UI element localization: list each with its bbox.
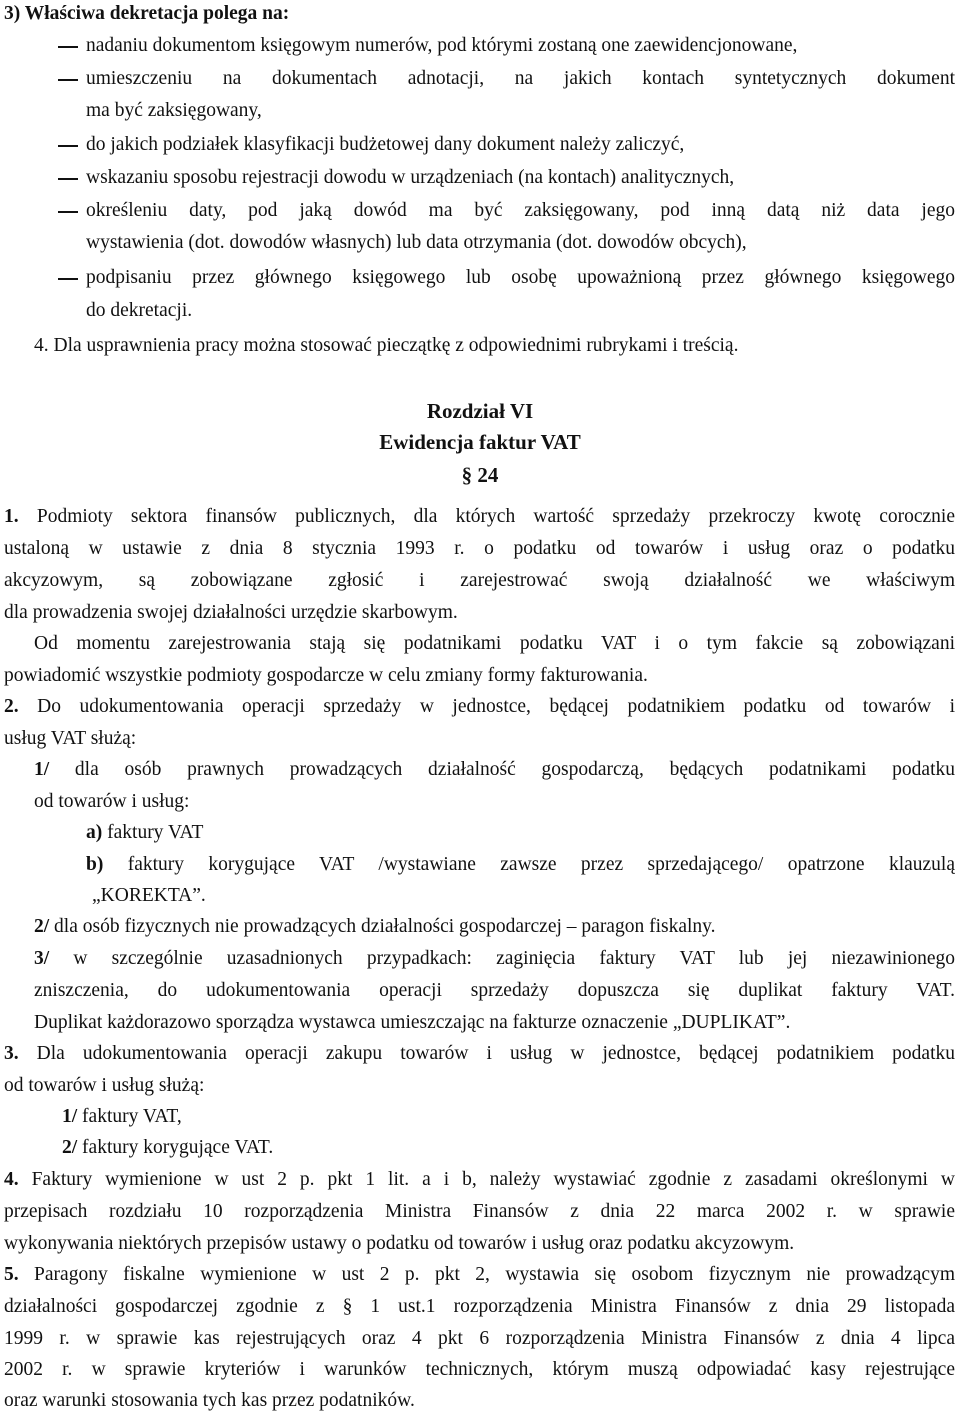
list-item: wskazaniu sposobu rejestracji dowodu w urządzeniach (na kontach) analitycznych,	[86, 167, 735, 188]
section-number: § 24	[461, 463, 499, 487]
paragraph-text: Podmioty sektora finansów publicznych, dla których wartość sprzedaży przekroczy kwotę corocznie	[18, 506, 955, 527]
paragraph-number: 4.	[4, 1169, 19, 1190]
subpoint-1	[62, 1104, 955, 1130]
paragraph-2-line: usług VAT służą:	[4, 728, 137, 749]
chapter-title: Rozdział VI	[426, 399, 534, 423]
subpoint-number: 2/	[62, 1137, 78, 1158]
subpoint-2	[34, 914, 955, 940]
list-item-continuation: ma być zaksięgowany,	[86, 100, 262, 121]
paragraph-text: Do udokumentowania operacji sprzedaży w jednostce, będącej podatnikiem podatku od towarów i	[18, 696, 955, 717]
paragraph-1-line: powiadomić wszystkie podmioty gospodarcze w celu zmiany formy fakturowania.	[4, 665, 648, 686]
subpoint-text: dla osób fizycznych nie prowadzących działalności gospodarczej – paragon fiskalny.	[49, 916, 716, 937]
list-item: do jakich podziałek klasyfikacji budżetowej dany dokument należy zaliczyć,	[86, 134, 685, 155]
subpoint-text: w szczególnie uzasadnionych przypadkach: zaginięcia faktury VAT lub jej niezawinionego	[49, 948, 955, 969]
paragraph-5-line: oraz warunki stosowania tych kas przez podatników.	[4, 1390, 415, 1411]
paragraph-1-line	[4, 504, 955, 530]
item-text: faktury korygujące VAT /wystawiane zawsze przez sprzedającego/ opatrzone klauzulą	[103, 854, 955, 875]
list-dash	[58, 79, 78, 81]
paragraph-1-line: akcyzowym, są zobowiązane zgłosić i zarejestrować swoją działalność we właściwym	[4, 570, 955, 591]
subpoint-number: 1/	[34, 759, 50, 780]
subpoint-number: 2/	[34, 916, 50, 937]
list-item: określeniu daty, pod jaką dowód ma być zaksięgowany, pod inną datą niż data jego	[86, 200, 955, 221]
point-text: Dla usprawnienia pracy można stosować pieczątkę z odpowiednimi rubrykami i treścią.	[48, 335, 739, 356]
subpoint-3-line: Duplikat każdorazowo sporządza wystawca umieszczając na fakturze oznaczenie „DUPLIKAT”.	[34, 1012, 791, 1033]
paragraph-1-line: Od momentu zarejestrowania stają się podatnikami podatku VAT i o tym fakcie są zobowiązani	[34, 633, 955, 654]
subpoint-number: 1/	[62, 1106, 78, 1127]
list-dash	[58, 278, 78, 280]
paragraph-number: 5.	[4, 1264, 19, 1285]
subpoint-text: faktury korygujące VAT.	[77, 1137, 274, 1158]
paragraph-5-line	[4, 1262, 955, 1288]
subpoint-3-line: zniszczenia, do udokumentowania operacji sprzedaży dopuszcza się duplikat faktury VAT.	[34, 980, 955, 1001]
paragraph-3-line	[4, 1041, 955, 1067]
subpoint-3	[34, 946, 955, 972]
paragraph-number: 2.	[4, 696, 19, 717]
paragraph-3-line: od towarów i usług służą:	[4, 1075, 205, 1096]
paragraph-number: 1.	[4, 506, 19, 527]
paragraph-5-line: 1999 r. w sprawie kas rejestrujących oraz 4 pkt 6 rozporządzenia Ministra Finansów z dnia 4 lipca	[4, 1328, 955, 1349]
point-number: 4.	[34, 335, 49, 356]
subpoint-1-line: od towarów i usług:	[34, 791, 190, 812]
item-b	[86, 852, 955, 878]
list-item-continuation: wystawienia (dot. dowodów własnych) lub data otrzymania (dot. dowodów obcych),	[86, 232, 747, 253]
item-letter: a)	[86, 822, 103, 843]
subpoint-text: dla osób prawnych prowadzących działalność gospodarczą, będących podatnikami podatku	[49, 759, 955, 780]
section-heading-text: 3) Właściwa dekretacja polega na:	[4, 3, 290, 24]
paragraph-2-line	[4, 694, 955, 720]
paragraph-text: Dla udokumentowania operacji zakupu towarów i usług w jednostce, będącej podatnikiem podatku	[18, 1043, 955, 1064]
paragraph-number: 3.	[4, 1043, 19, 1064]
section-heading	[4, 1, 955, 27]
list-dash	[58, 145, 78, 147]
list-dash	[58, 46, 78, 48]
paragraph-4-line: przepisach rozdziału 10 rozporządzenia Ministra Finansów z dnia 22 marca 2002 r. w sprawie	[4, 1201, 955, 1222]
paragraph-1-line: dla prowadzenia swojej działalności urzędzie skarbowym.	[4, 602, 458, 623]
item-letter: b)	[86, 854, 104, 875]
paragraph-text: Faktury wymienione w ust 2 p. pkt 1 lit. a i b, należy wystawiać zgodnie z zasadami określonymi w	[18, 1169, 955, 1190]
chapter-subtitle: Ewidencja faktur VAT	[379, 430, 581, 454]
paragraph-5-line: działalności gospodarczej zgodnie z § 1 ust.1 rozporządzenia Ministra Finansów z dnia 29 listopada	[4, 1296, 955, 1317]
point-4-intro	[34, 333, 955, 359]
paragraph-5-line: 2002 r. w sprawie kryteriów i warunków technicznych, którym muszą odpowiadać kasy rejestrujące	[4, 1359, 955, 1380]
subpoint-text: faktury VAT,	[77, 1106, 182, 1127]
list-item-continuation: do dekretacji.	[86, 300, 193, 321]
paragraph-4-line	[4, 1167, 955, 1193]
list-item: umieszczeniu na dokumentach adnotacji, na jakich kontach syntetycznych dokument	[86, 68, 955, 89]
item-a	[86, 820, 955, 846]
paragraph-1-line: ustaloną w ustawie z dnia 8 stycznia 1993 r. o podatku od towarów i usług oraz o podatku	[4, 538, 955, 559]
subpoint-2	[62, 1135, 955, 1161]
item-b-line: „KOREKTA”.	[92, 885, 206, 906]
list-item: nadaniu dokumentom księgowym numerów, pod którymi zostaną one zaewidencjonowane,	[86, 35, 798, 56]
list-dash	[58, 211, 78, 213]
item-text: faktury VAT	[102, 822, 204, 843]
list-item: podpisaniu przez głównego księgowego lub osobę upoważnioną przez głównego księgowego	[86, 267, 955, 288]
list-dash	[58, 178, 78, 180]
paragraph-text: Paragony fiskalne wymienione w ust 2 p. pkt 2, wystawia się osobom fizycznym nie prowadzącym	[18, 1264, 955, 1285]
subpoint-number: 3/	[34, 948, 50, 969]
paragraph-4-line: wykonywania niektórych przepisów ustawy o podatku od towarów i usług oraz podatku akcyzowym.	[4, 1233, 795, 1254]
subpoint-1	[34, 757, 955, 783]
